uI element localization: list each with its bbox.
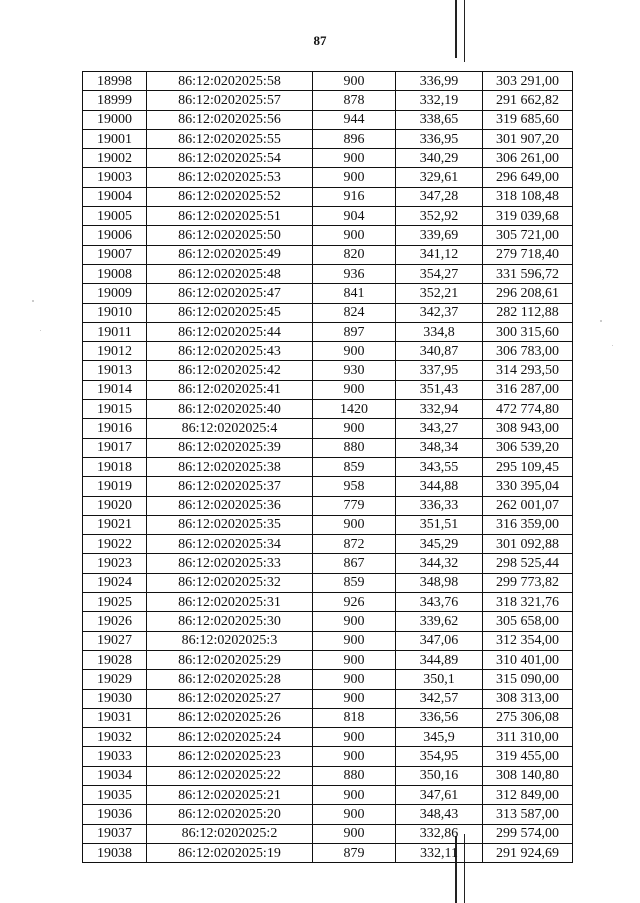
cadastral-number-cell: 86:12:0202025:21 — [147, 785, 313, 804]
row-number-cell: 19031 — [83, 708, 147, 727]
area-cell: 900 — [313, 168, 396, 187]
table-row — [83, 689, 573, 708]
table-row — [83, 805, 573, 824]
table-row — [83, 457, 573, 476]
table-row — [83, 400, 573, 419]
rate-cell: 336,56 — [396, 708, 483, 727]
table-row — [83, 110, 573, 129]
row-number-cell: 19030 — [83, 689, 147, 708]
area-cell: 900 — [313, 612, 396, 631]
total-value-cell: 275 306,08 — [483, 708, 573, 727]
cadastral-number-cell: 86:12:0202025:39 — [147, 438, 313, 457]
area-cell: 900 — [313, 380, 396, 399]
area-cell: 904 — [313, 207, 396, 226]
total-value-cell: 312 354,00 — [483, 631, 573, 650]
cadastral-number-cell: 86:12:0202025:20 — [147, 805, 313, 824]
rate-cell: 352,21 — [396, 284, 483, 303]
area-cell: 900 — [313, 689, 396, 708]
area-cell: 820 — [313, 245, 396, 264]
total-value-cell: 299 574,00 — [483, 824, 573, 843]
parcel-table — [82, 71, 573, 863]
row-number-cell: 19015 — [83, 400, 147, 419]
cadastral-number-cell: 86:12:0202025:2 — [147, 824, 313, 843]
total-value-cell: 306 539,20 — [483, 438, 573, 457]
rate-cell: 339,69 — [396, 226, 483, 245]
table-row — [83, 361, 573, 380]
area-cell: 878 — [313, 91, 396, 110]
scan-speck — [600, 320, 602, 322]
table-row — [83, 747, 573, 766]
total-value-cell: 300 315,60 — [483, 322, 573, 341]
area-cell: 1420 — [313, 400, 396, 419]
rate-cell: 352,92 — [396, 207, 483, 226]
cadastral-number-cell: 86:12:0202025:48 — [147, 264, 313, 283]
table-row — [83, 650, 573, 669]
rate-cell: 336,33 — [396, 496, 483, 515]
total-value-cell: 316 287,00 — [483, 380, 573, 399]
row-number-cell: 19006 — [83, 226, 147, 245]
cadastral-number-cell: 86:12:0202025:27 — [147, 689, 313, 708]
table-row — [83, 438, 573, 457]
area-cell: 900 — [313, 226, 396, 245]
area-cell: 859 — [313, 457, 396, 476]
table-row — [83, 824, 573, 843]
rate-cell: 332,19 — [396, 91, 483, 110]
table-row — [83, 612, 573, 631]
total-value-cell: 301 092,88 — [483, 535, 573, 554]
cadastral-number-cell: 86:12:0202025:22 — [147, 766, 313, 785]
area-cell: 900 — [313, 747, 396, 766]
row-number-cell: 19026 — [83, 612, 147, 631]
row-number-cell: 19005 — [83, 207, 147, 226]
total-value-cell: 316 359,00 — [483, 515, 573, 534]
area-cell: 930 — [313, 361, 396, 380]
row-number-cell: 19011 — [83, 322, 147, 341]
rate-cell: 345,9 — [396, 728, 483, 747]
row-number-cell: 19002 — [83, 149, 147, 168]
rate-cell: 340,87 — [396, 342, 483, 361]
row-number-cell: 19035 — [83, 785, 147, 804]
total-value-cell: 308 140,80 — [483, 766, 573, 785]
rate-cell: 332,86 — [396, 824, 483, 843]
cadastral-number-cell: 86:12:0202025:44 — [147, 322, 313, 341]
area-cell: 900 — [313, 728, 396, 747]
total-value-cell: 262 001,07 — [483, 496, 573, 515]
row-number-cell: 19025 — [83, 593, 147, 612]
total-value-cell: 314 293,50 — [483, 361, 573, 380]
rate-cell: 343,27 — [396, 419, 483, 438]
rate-cell: 348,34 — [396, 438, 483, 457]
cadastral-number-cell: 86:12:0202025:43 — [147, 342, 313, 361]
area-cell: 867 — [313, 554, 396, 573]
row-number-cell: 19013 — [83, 361, 147, 380]
table-row — [83, 515, 573, 534]
table-row — [83, 496, 573, 515]
row-number-cell: 19019 — [83, 477, 147, 496]
table-row — [83, 264, 573, 283]
total-value-cell: 310 401,00 — [483, 650, 573, 669]
area-cell: 936 — [313, 264, 396, 283]
row-number-cell: 19012 — [83, 342, 147, 361]
rate-cell: 337,95 — [396, 361, 483, 380]
rate-cell: 329,61 — [396, 168, 483, 187]
row-number-cell: 19029 — [83, 670, 147, 689]
area-cell: 824 — [313, 303, 396, 322]
cadastral-number-cell: 86:12:0202025:31 — [147, 593, 313, 612]
cadastral-number-cell: 86:12:0202025:4 — [147, 419, 313, 438]
rate-cell: 347,28 — [396, 187, 483, 206]
area-cell: 916 — [313, 187, 396, 206]
cadastral-number-cell: 86:12:0202025:35 — [147, 515, 313, 534]
cadastral-number-cell: 86:12:0202025:37 — [147, 477, 313, 496]
area-cell: 944 — [313, 110, 396, 129]
scan-speck — [40, 330, 41, 331]
total-value-cell: 319 685,60 — [483, 110, 573, 129]
cadastral-number-cell: 86:12:0202025:41 — [147, 380, 313, 399]
cadastral-number-cell: 86:12:0202025:29 — [147, 650, 313, 669]
rate-cell: 348,43 — [396, 805, 483, 824]
total-value-cell: 295 109,45 — [483, 457, 573, 476]
total-value-cell: 318 108,48 — [483, 187, 573, 206]
row-number-cell: 19008 — [83, 264, 147, 283]
row-number-cell: 19007 — [83, 245, 147, 264]
cadastral-number-cell: 86:12:0202025:53 — [147, 168, 313, 187]
area-cell: 880 — [313, 438, 396, 457]
rate-cell: 354,95 — [396, 747, 483, 766]
total-value-cell: 305 658,00 — [483, 612, 573, 631]
row-number-cell: 19032 — [83, 728, 147, 747]
table-row — [83, 91, 573, 110]
rate-cell: 344,89 — [396, 650, 483, 669]
row-number-cell: 19022 — [83, 535, 147, 554]
table-row — [83, 728, 573, 747]
area-cell: 879 — [313, 843, 396, 862]
row-number-cell: 19034 — [83, 766, 147, 785]
rate-cell: 347,06 — [396, 631, 483, 650]
area-cell: 818 — [313, 708, 396, 727]
row-number-cell: 19000 — [83, 110, 147, 129]
area-cell: 880 — [313, 766, 396, 785]
total-value-cell: 472 774,80 — [483, 400, 573, 419]
total-value-cell: 291 924,69 — [483, 843, 573, 862]
row-number-cell: 19020 — [83, 496, 147, 515]
table-row — [83, 380, 573, 399]
rate-cell: 342,37 — [396, 303, 483, 322]
cadastral-number-cell: 86:12:0202025:38 — [147, 457, 313, 476]
rate-cell: 343,55 — [396, 457, 483, 476]
cadastral-number-cell: 86:12:0202025:49 — [147, 245, 313, 264]
cadastral-number-cell: 86:12:0202025:34 — [147, 535, 313, 554]
rate-cell: 342,57 — [396, 689, 483, 708]
area-cell: 900 — [313, 342, 396, 361]
table-row — [83, 322, 573, 341]
rate-cell: 354,27 — [396, 264, 483, 283]
table-row — [83, 168, 573, 187]
table-row — [83, 766, 573, 785]
area-cell: 900 — [313, 419, 396, 438]
table-row — [83, 785, 573, 804]
total-value-cell: 303 291,00 — [483, 72, 573, 91]
area-cell: 841 — [313, 284, 396, 303]
cadastral-number-cell: 86:12:0202025:26 — [147, 708, 313, 727]
cadastral-number-cell: 86:12:0202025:42 — [147, 361, 313, 380]
table-row — [83, 245, 573, 264]
row-number-cell: 18998 — [83, 72, 147, 91]
table-row — [83, 226, 573, 245]
table-row — [83, 554, 573, 573]
rate-cell: 340,29 — [396, 149, 483, 168]
rate-cell: 338,65 — [396, 110, 483, 129]
area-cell: 900 — [313, 824, 396, 843]
row-number-cell: 19009 — [83, 284, 147, 303]
total-value-cell: 306 261,00 — [483, 149, 573, 168]
table-row — [83, 342, 573, 361]
row-number-cell: 18999 — [83, 91, 147, 110]
total-value-cell: 291 662,82 — [483, 91, 573, 110]
cadastral-number-cell: 86:12:0202025:51 — [147, 207, 313, 226]
cadastral-number-cell: 86:12:0202025:45 — [147, 303, 313, 322]
cadastral-number-cell: 86:12:0202025:50 — [147, 226, 313, 245]
area-cell: 900 — [313, 515, 396, 534]
rate-cell: 345,29 — [396, 535, 483, 554]
row-number-cell: 19017 — [83, 438, 147, 457]
scan-edge-mark-top — [455, 0, 457, 58]
cadastral-number-cell: 86:12:0202025:56 — [147, 110, 313, 129]
total-value-cell: 301 907,20 — [483, 129, 573, 148]
area-cell: 897 — [313, 322, 396, 341]
rate-cell: 336,95 — [396, 129, 483, 148]
table-row — [83, 843, 573, 862]
row-number-cell: 19021 — [83, 515, 147, 534]
area-cell: 779 — [313, 496, 396, 515]
area-cell: 900 — [313, 650, 396, 669]
scan-speck — [32, 300, 34, 302]
rate-cell: 343,76 — [396, 593, 483, 612]
total-value-cell: 282 112,88 — [483, 303, 573, 322]
row-number-cell: 19033 — [83, 747, 147, 766]
rate-cell: 332,94 — [396, 400, 483, 419]
cadastral-number-cell: 86:12:0202025:57 — [147, 91, 313, 110]
row-number-cell: 19010 — [83, 303, 147, 322]
total-value-cell: 296 649,00 — [483, 168, 573, 187]
table-row — [83, 72, 573, 91]
cadastral-number-cell: 86:12:0202025:40 — [147, 400, 313, 419]
cadastral-number-cell: 86:12:0202025:24 — [147, 728, 313, 747]
row-number-cell: 19027 — [83, 631, 147, 650]
area-cell: 900 — [313, 785, 396, 804]
cadastral-number-cell: 86:12:0202025:3 — [147, 631, 313, 650]
area-cell: 896 — [313, 129, 396, 148]
total-value-cell: 306 783,00 — [483, 342, 573, 361]
area-cell: 900 — [313, 805, 396, 824]
rate-cell: 341,12 — [396, 245, 483, 264]
rate-cell: 332,11 — [396, 843, 483, 862]
rate-cell: 347,61 — [396, 785, 483, 804]
cadastral-number-cell: 86:12:0202025:54 — [147, 149, 313, 168]
rate-cell: 351,43 — [396, 380, 483, 399]
row-number-cell: 19018 — [83, 457, 147, 476]
total-value-cell: 311 310,00 — [483, 728, 573, 747]
total-value-cell: 308 943,00 — [483, 419, 573, 438]
total-value-cell: 299 773,82 — [483, 573, 573, 592]
table-row — [83, 207, 573, 226]
area-cell: 872 — [313, 535, 396, 554]
rate-cell: 339,62 — [396, 612, 483, 631]
row-number-cell: 19036 — [83, 805, 147, 824]
cadastral-number-cell: 86:12:0202025:36 — [147, 496, 313, 515]
total-value-cell: 319 039,68 — [483, 207, 573, 226]
cadastral-number-cell: 86:12:0202025:23 — [147, 747, 313, 766]
rate-cell: 348,98 — [396, 573, 483, 592]
row-number-cell: 19037 — [83, 824, 147, 843]
area-cell: 900 — [313, 149, 396, 168]
total-value-cell: 296 208,61 — [483, 284, 573, 303]
rate-cell: 350,1 — [396, 670, 483, 689]
total-value-cell: 305 721,00 — [483, 226, 573, 245]
area-cell: 926 — [313, 593, 396, 612]
total-value-cell: 312 849,00 — [483, 785, 573, 804]
row-number-cell: 19004 — [83, 187, 147, 206]
scan-edge-mark-top-2 — [464, 0, 465, 62]
cadastral-number-cell: 86:12:0202025:58 — [147, 72, 313, 91]
row-number-cell: 19028 — [83, 650, 147, 669]
table-row — [83, 593, 573, 612]
cadastral-number-cell: 86:12:0202025:19 — [147, 843, 313, 862]
total-value-cell: 319 455,00 — [483, 747, 573, 766]
table-row — [83, 284, 573, 303]
cadastral-number-cell: 86:12:0202025:47 — [147, 284, 313, 303]
table-row — [83, 708, 573, 727]
row-number-cell: 19001 — [83, 129, 147, 148]
area-cell: 900 — [313, 72, 396, 91]
table-row — [83, 477, 573, 496]
cadastral-number-cell: 86:12:0202025:55 — [147, 129, 313, 148]
parcel-table-body — [83, 72, 573, 863]
scan-speck — [612, 345, 613, 346]
rate-cell: 350,16 — [396, 766, 483, 785]
cadastral-number-cell: 86:12:0202025:32 — [147, 573, 313, 592]
cadastral-number-cell: 86:12:0202025:52 — [147, 187, 313, 206]
page-number: 87 — [313, 33, 327, 48]
table-row — [83, 303, 573, 322]
table-row — [83, 149, 573, 168]
rate-cell: 351,51 — [396, 515, 483, 534]
table-row — [83, 573, 573, 592]
table-row — [83, 419, 573, 438]
area-cell: 958 — [313, 477, 396, 496]
table-row — [83, 129, 573, 148]
table-row — [83, 670, 573, 689]
total-value-cell: 298 525,44 — [483, 554, 573, 573]
rate-cell: 344,88 — [396, 477, 483, 496]
row-number-cell: 19024 — [83, 573, 147, 592]
table-row — [83, 187, 573, 206]
area-cell: 900 — [313, 670, 396, 689]
total-value-cell: 330 395,04 — [483, 477, 573, 496]
row-number-cell: 19003 — [83, 168, 147, 187]
area-cell: 900 — [313, 631, 396, 650]
rate-cell: 334,8 — [396, 322, 483, 341]
row-number-cell: 19016 — [83, 419, 147, 438]
total-value-cell: 279 718,40 — [483, 245, 573, 264]
table-row — [83, 535, 573, 554]
table-row — [83, 631, 573, 650]
total-value-cell: 308 313,00 — [483, 689, 573, 708]
cadastral-number-cell: 86:12:0202025:33 — [147, 554, 313, 573]
row-number-cell: 19038 — [83, 843, 147, 862]
cadastral-number-cell: 86:12:0202025:28 — [147, 670, 313, 689]
total-value-cell: 318 321,76 — [483, 593, 573, 612]
total-value-cell: 313 587,00 — [483, 805, 573, 824]
rate-cell: 336,99 — [396, 72, 483, 91]
total-value-cell: 331 596,72 — [483, 264, 573, 283]
total-value-cell: 315 090,00 — [483, 670, 573, 689]
area-cell: 859 — [313, 573, 396, 592]
cadastral-number-cell: 86:12:0202025:30 — [147, 612, 313, 631]
row-number-cell: 19023 — [83, 554, 147, 573]
row-number-cell: 19014 — [83, 380, 147, 399]
rate-cell: 344,32 — [396, 554, 483, 573]
